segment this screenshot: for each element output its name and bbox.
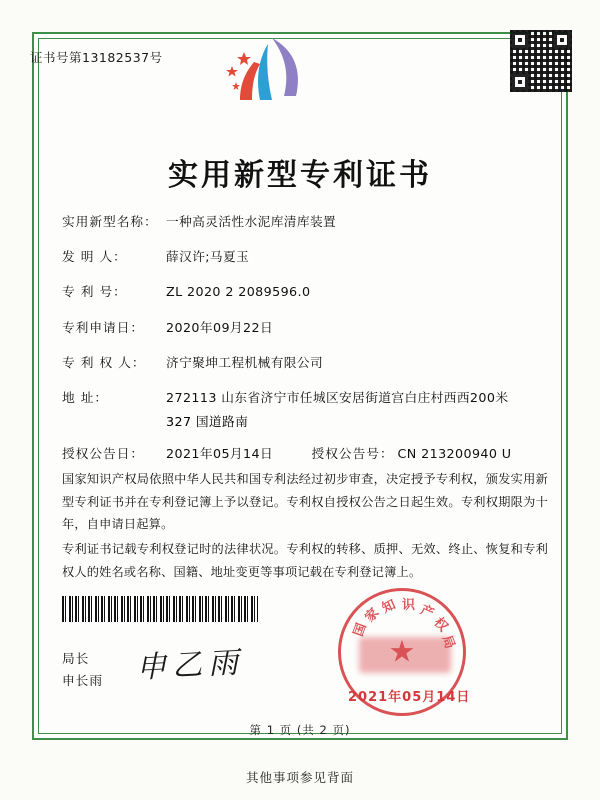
field-label: 专 利 号： — [62, 284, 127, 300]
certificate-number: 证书号第13182537号 — [30, 50, 163, 65]
field-row-name — [62, 212, 550, 232]
field-row-patent-number — [62, 282, 550, 302]
footer-note: 其他事项参见背面 — [245, 770, 354, 785]
field-row-address — [62, 388, 550, 408]
field-label: 专利申请日： — [62, 319, 145, 335]
seal-date: 2021年05月14日 — [348, 690, 471, 705]
field-row-grant — [62, 444, 550, 464]
barcode — [62, 596, 258, 622]
field-label: 专 利 权 人： — [62, 354, 146, 370]
page-number: 第 1 页 (共 2 页) — [249, 723, 351, 737]
field-value: 一种高灵活性水泥库清库装置 — [166, 214, 337, 229]
director-title: 局长 — [62, 651, 90, 666]
director-name: 申长雨 — [62, 672, 104, 688]
field-value: 2020年09月22日 — [166, 319, 274, 335]
field-row-patentee — [62, 353, 550, 373]
seal-star-icon: ★ — [388, 634, 416, 670]
field-value: 272113 山东省济宁市任城区安居街道宫白庄村西西200米 — [166, 389, 509, 405]
legal-paragraph-2: 专利证书记载专利权登记时的法律状况。专利权的转移、质押、无效、终止、恢复和专利权人的姓名或名称、国籍、地址变更等事项记载在专利登记簿上。 — [62, 542, 548, 579]
field-value-grant-date: 2021年05月14日 — [166, 446, 274, 462]
qr-code-icon — [510, 30, 572, 92]
field-list — [62, 212, 550, 479]
address-line-2: 327 国道路南 — [166, 414, 249, 430]
page-title: 实用新型专利证书 — [168, 158, 432, 193]
field-label-grant-date: 授权公告日： — [62, 446, 145, 462]
field-value: 薛汉许;马夏玉 — [166, 249, 250, 265]
field-label: 发 明 人： — [62, 249, 127, 265]
field-label-grant-number: 授权公告号： — [311, 446, 394, 462]
director-label — [62, 648, 103, 691]
field-label: 实用新型名称： — [62, 214, 158, 229]
director-signature: 申乙雨 — [135, 645, 246, 686]
seal-redaction — [359, 634, 451, 673]
field-row-application-date — [62, 318, 550, 338]
seal-ring-text: 国 家 知 识 产 权 局 — [351, 597, 458, 651]
field-value-grant-number: CN 213200940 U — [397, 446, 512, 462]
field-value: 济宁聚坤工程机械有限公司 — [166, 354, 324, 370]
cnipa-logo-icon — [210, 30, 330, 110]
field-value: ZL 2020 2 2089596.0 — [166, 284, 311, 300]
field-label: 地 址： — [62, 389, 109, 405]
field-row-inventor — [62, 247, 550, 267]
legal-paragraph-1: 国家知识产权局依照中华人民共和国专利法经过初步审查，决定授予专利权，颁发实用新型专利证书并在专利登记簿上予以登记。专利权自授权公告之日起生效。专利权期限为十年，自申请日起算。 — [62, 472, 548, 532]
